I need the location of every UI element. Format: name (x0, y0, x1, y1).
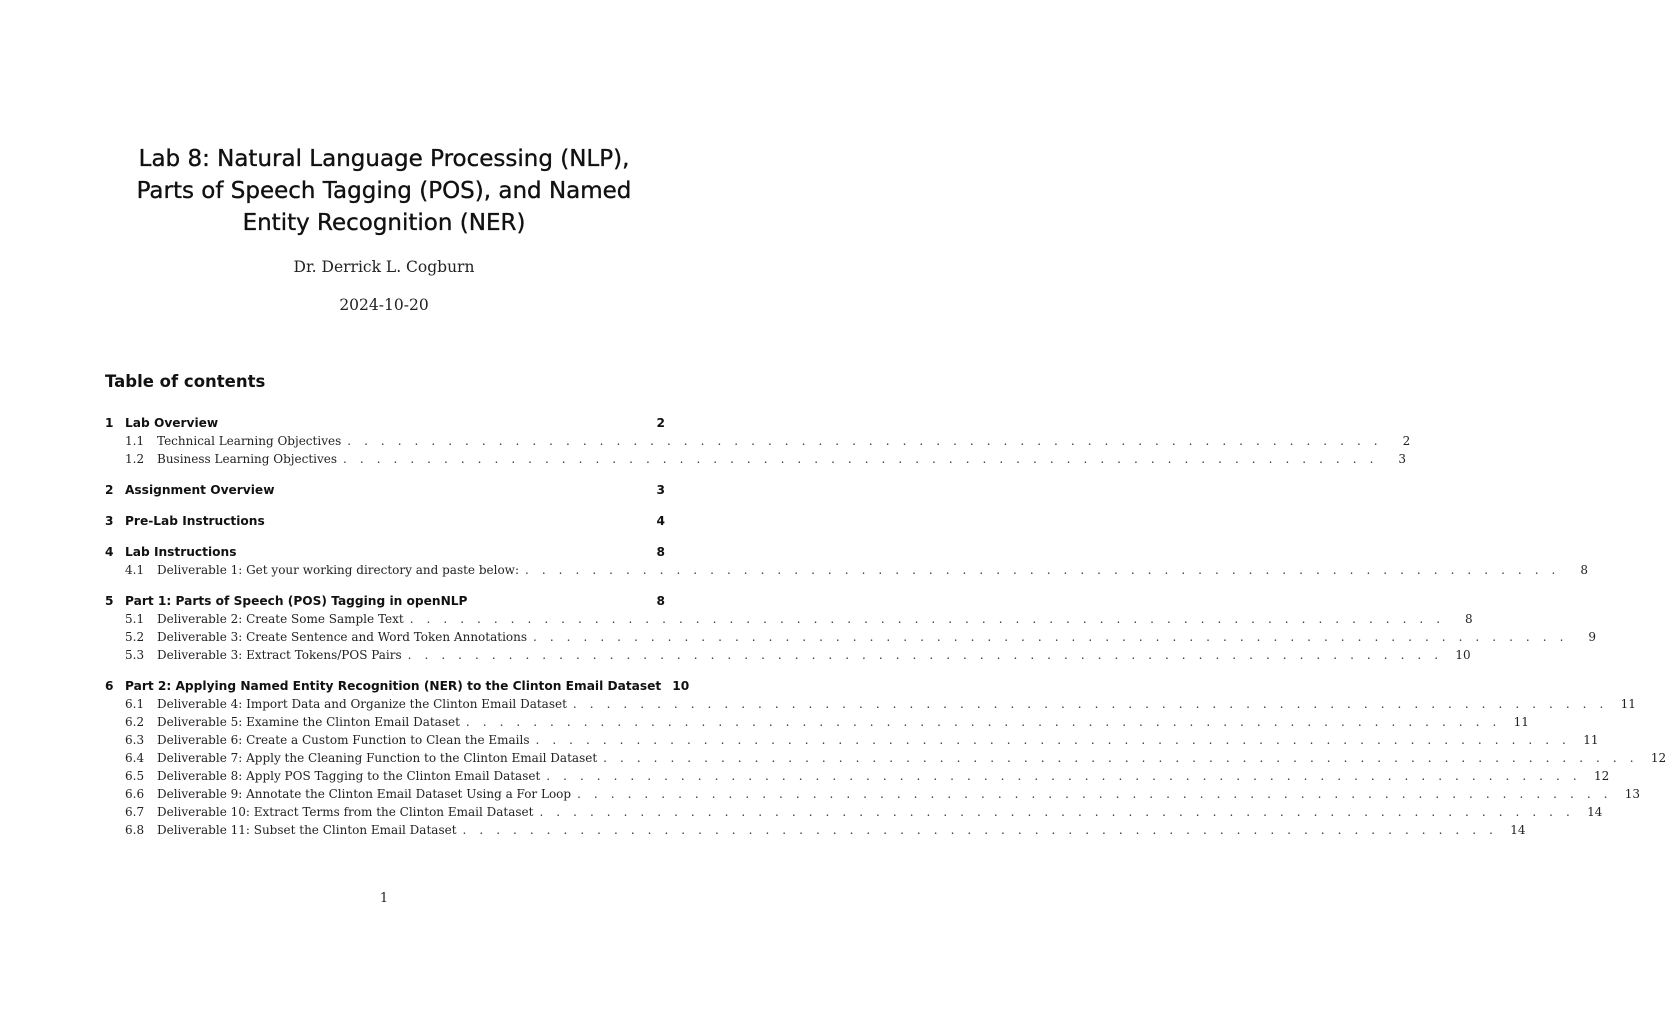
toc-subsection-entry[interactable] (105, 823, 1526, 841)
toc-section-title[interactable]: Part 2: Applying Named Entity Recognition (NER) to the Clinton Email Dataset (125, 679, 662, 693)
toc-subsection-title[interactable]: Deliverable 1: Get your working directory and paste below: (157, 563, 519, 577)
author: Dr. Derrick L. Cogburn (293, 258, 475, 276)
toc-subsection-title[interactable]: Deliverable 3: Create Sentence and Word Token Annotations (157, 630, 528, 644)
dot-leader: . . . . . . . . . . . . . . . . . . . . . . . . . . . . . . . . . . . . . . . . . . . . . . . . . . . . . . . . . . . . . . (525, 563, 1560, 577)
toc-subsection-page: 9 (1588, 630, 1596, 644)
dot-leader: . . . . . . . . . . . . . . . . . . . . . . . . . . . . . . . . . . . . . . . . . . . . . . . . . . . . . . . . . . . . . . (343, 452, 1379, 466)
title-line: Entity Recognition (NER) (242, 210, 526, 236)
toc-section-number: 2 (105, 483, 114, 497)
toc-subsection-title[interactable]: Deliverable 6: Create a Custom Function to Clean the Emails (157, 733, 530, 747)
toc-subsection-entry[interactable] (105, 434, 1411, 452)
toc-subsection-entry[interactable] (105, 769, 1610, 787)
toc-subsection-number: 6.7 (125, 805, 145, 819)
date: 2024-10-20 (339, 296, 429, 314)
toc-section-page: 4 (656, 514, 665, 528)
toc-section-title[interactable]: Lab Overview (125, 416, 219, 430)
dot-leader: . . . . . . . . . . . . . . . . . . . . . . . . . . . . . . . . . . . . . . . . . . . . . . . . . . . . . . . . . . . . . . (546, 769, 1582, 783)
toc-subsection-number: 5.1 (125, 612, 145, 626)
toc-section-entry[interactable] (105, 514, 665, 532)
toc-subsection-title[interactable]: Deliverable 8: Apply POS Tagging to the Clinton Email Dataset (157, 769, 541, 783)
dot-leader: . . . . . . . . . . . . . . . . . . . . . . . . . . . . . . . . . . . . . . . . . . . . . . . . . . . . . . . . . . . . . . (465, 715, 1501, 729)
toc-subsection-number: 6.3 (125, 733, 145, 747)
toc-subsection-entry[interactable] (105, 648, 1471, 666)
toc-section-page: 8 (656, 594, 665, 608)
toc-subsection-title[interactable]: Deliverable 10: Extract Terms from the Clinton Email Dataset (157, 805, 534, 819)
toc-subsection-entry[interactable] (105, 805, 1603, 823)
toc-subsection-number: 5.3 (125, 648, 145, 662)
toc-subsection-page: 10 (1455, 648, 1471, 662)
title-line: Lab 8: Natural Language Processing (NLP), (138, 146, 630, 172)
toc-section-number: 5 (105, 594, 114, 608)
dot-leader: . . . . . . . . . . . . . . . . . . . . . . . . . . . . . . . . . . . . . . . . . . . . . . . . . . . . . . . . . . . . . . (347, 434, 1383, 448)
toc-section-entry[interactable] (105, 679, 690, 697)
toc-section-page: 8 (656, 545, 665, 559)
toc-section (105, 545, 1588, 581)
toc-subsection-entry[interactable] (105, 452, 1407, 470)
toc-subsection-page: 12 (1593, 769, 1610, 783)
toc-subsection-page: 11 (1620, 697, 1636, 711)
toc-section-number: 6 (105, 679, 114, 693)
toc-section-page: 3 (656, 483, 665, 497)
toc-subsection-page: 11 (1513, 715, 1529, 729)
toc-subsection-title[interactable]: Deliverable 7: Apply the Cleaning Function to the Clinton Email Dataset (157, 751, 598, 765)
toc-subsection-number: 1.1 (125, 434, 145, 448)
dot-leader: . . . . . . . . . . . . . . . . . . . . . . . . . . . . . . . . . . . . . . . . . . . . . . . . . . . . . . . . . . . . . . (572, 697, 1608, 711)
toc-section-entry[interactable] (105, 545, 665, 563)
toc-subsection-page: 14 (1510, 823, 1526, 837)
toc-subsection-number: 4.1 (125, 563, 145, 577)
dot-leader: . . . . . . . . . . . . . . . . . . . . . . . . . . . . . . . . . . . . . . . . . . . . . . . . . . . . . . . . . . . . . . (462, 823, 1498, 837)
toc-section-page: 2 (656, 416, 665, 430)
dot-leader: . . . . . . . . . . . . . . . . . . . . . . . . . . . . . . . . . . . . . . . . . . . . . . . . . . . . . . . . . . . . . . (409, 612, 1445, 626)
toc-subsection-title[interactable]: Deliverable 2: Create Some Sample Text (157, 612, 404, 626)
dot-leader: . . . . . . . . . . . . . . . . . . . . . . . . . . . . . . . . . . . . . . . . . . . . . . . . . . . . . . . . . . . . . . (407, 648, 1443, 662)
toc-subsection-entry[interactable] (105, 715, 1529, 733)
toc-subsection-entry[interactable] (105, 751, 1666, 769)
dot-leader: . . . . . . . . . . . . . . . . . . . . . . . . . . . . . . . . . . . . . . . . . . . . . . . . . . . . . . . . . . . . . . (535, 733, 1571, 747)
toc-subsection-page: 3 (1398, 452, 1407, 466)
toc-section-entry[interactable] (105, 483, 665, 501)
toc-subsection-number: 6.2 (125, 715, 145, 729)
toc-section-number: 4 (105, 545, 114, 559)
toc-subsection-entry[interactable] (105, 733, 1599, 751)
toc-section (105, 594, 1596, 666)
toc-subsection-number: 1.2 (125, 452, 145, 466)
toc-section-number: 1 (105, 416, 114, 430)
toc-subsection-title[interactable]: Deliverable 9: Annotate the Clinton Email Dataset Using a For Loop (157, 787, 572, 801)
toc-section-title[interactable]: Pre-Lab Instructions (125, 514, 265, 528)
toc-subsection-number: 6.8 (125, 823, 145, 837)
toc-subsection-title[interactable]: Business Learning Objectives (157, 452, 338, 466)
toc-subsection-page: 14 (1587, 805, 1603, 819)
toc-subsection-entry[interactable] (105, 630, 1596, 648)
dot-leader: . . . . . . . . . . . . . . . . . . . . . . . . . . . . . . . . . . . . . . . . . . . . . . . . . . . . . . . . . . . . . . (577, 787, 1613, 801)
toc-subsection-page: 11 (1583, 733, 1599, 747)
toc-subsection-title[interactable]: Deliverable 4: Import Data and Organize the Clinton Email Dataset (157, 697, 567, 711)
toc-subsection-title[interactable]: Technical Learning Objectives (157, 434, 342, 448)
toc-section-entry[interactable] (105, 416, 665, 434)
document-title (60, 143, 708, 239)
toc-subsection-page: 8 (1465, 612, 1473, 626)
toc-section-title[interactable]: Part 1: Parts of Speech (POS) Tagging in openNLP (125, 594, 468, 608)
toc-section (105, 416, 1411, 470)
toc-subsection-entry[interactable] (105, 787, 1641, 805)
title-line: Parts of Speech Tagging (POS), and Named (136, 178, 632, 204)
toc-subsection-number: 6.4 (125, 751, 145, 765)
toc-subsection-entry[interactable] (105, 612, 1473, 630)
toc-section (105, 483, 665, 501)
dot-leader: . . . . . . . . . . . . . . . . . . . . . . . . . . . . . . . . . . . . . . . . . . . . . . . . . . . . . . . . . . . . . . (539, 805, 1575, 819)
toc-section-title[interactable]: Assignment Overview (125, 483, 275, 497)
toc-section-entry[interactable] (105, 594, 665, 612)
toc-section-page: 10 (672, 679, 690, 693)
toc-subsection-title[interactable]: Deliverable 5: Examine the Clinton Email Dataset (157, 715, 460, 729)
toc-subsection-number: 6.6 (125, 787, 145, 801)
toc-subsection-number: 6.5 (125, 769, 145, 783)
dot-leader: . . . . . . . . . . . . . . . . . . . . . . . . . . . . . . . . . . . . . . . . . . . . . . . . . . . . . . . . . . . . . . (533, 630, 1568, 644)
toc-subsection-page: 2 (1402, 434, 1411, 448)
toc-section-number: 3 (105, 514, 114, 528)
page-number: 1 (379, 891, 389, 906)
toc-subsection-entry[interactable] (105, 697, 1636, 715)
toc-subsection-page: 12 (1650, 751, 1666, 765)
toc-section (105, 514, 665, 532)
toc-section (105, 679, 1666, 841)
toc-subsection-number: 5.2 (125, 630, 145, 644)
dot-leader: . . . . . . . . . . . . . . . . . . . . . . . . . . . . . . . . . . . . . . . . . . . . . . . . . . . . . . . . . . . . . . (603, 751, 1639, 765)
toc-subsection-page: 13 (1624, 787, 1641, 801)
toc-subsection-title[interactable]: Deliverable 11: Subset the Clinton Email Dataset (157, 823, 457, 837)
toc-section-title[interactable]: Lab Instructions (125, 545, 237, 559)
table-of-contents (105, 416, 1666, 854)
toc-heading: Table of contents (105, 372, 266, 391)
toc-subsection-entry[interactable] (105, 563, 1588, 581)
toc-subsection-number: 6.1 (125, 697, 145, 711)
toc-subsection-page: 8 (1580, 563, 1588, 577)
toc-subsection-title[interactable]: Deliverable 3: Extract Tokens/POS Pairs (157, 648, 402, 662)
